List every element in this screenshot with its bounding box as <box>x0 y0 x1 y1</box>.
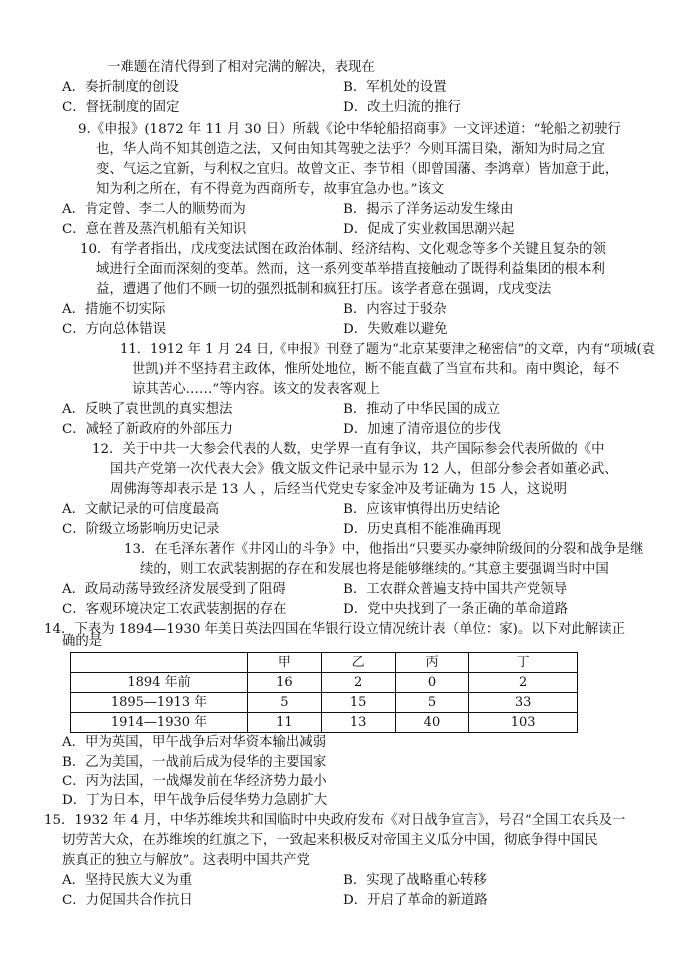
q12-stem-line: 周佛海等却表示是 13 人 ，后经当代党史专家金冲及考证确为 15 人，这说明 <box>110 482 568 497</box>
q11-option-b[interactable]: B．推动了中华民国的成立 <box>343 402 501 417</box>
table-cell: 5 <box>395 693 469 713</box>
table-cell: 2 <box>469 673 578 693</box>
q11-option-a[interactable]: A．反映了袁世凯的真实想法 <box>62 402 233 417</box>
table-cell: 1914—1930 年 <box>71 713 248 733</box>
table-cell: 16 <box>248 673 322 693</box>
table-header-cell: 甲 <box>248 653 322 673</box>
q14-option-d[interactable]: D．丁为日本，甲午战争后侵华势力急剧扩大 <box>62 793 328 808</box>
table-row <box>71 673 578 693</box>
q11-option-d[interactable]: D．加速了清帝退位的步伐 <box>343 422 502 437</box>
q12-option-c[interactable]: C．阶级立场影响历史记录 <box>62 522 220 537</box>
q15-option-a[interactable]: A．坚持民族大义为重 <box>62 873 193 888</box>
q14-stem-line: 14．下表为 1894—1930 年美日英法四国在华银行设立情况统计表（单位：家)。以下对此解读正 <box>44 622 625 637</box>
table-cell: 1895—1913 年 <box>71 693 248 713</box>
table-cell: 1894 年前 <box>71 673 248 693</box>
q10-stem-line: 10．有学者指出，戊戌变法试图在政治体制、经济结构、文化观念等多个关键且复杂的领 <box>80 242 606 257</box>
q9-option-b[interactable]: B．揭示了洋务运动发生缘由 <box>343 202 514 217</box>
q8-option-d[interactable]: D．改土归流的推行 <box>343 100 461 115</box>
q11-stem-line: 11．1912 年 1 月 24 日,《申报》刊登了题为“北京某要津之秘密信”的文章，内有“项城(袁 <box>120 342 655 357</box>
table-cell: 103 <box>469 713 578 733</box>
q9-stem-line: 知为利之所在，有不得竟为西商所专，故事宜急办也。”该文 <box>96 182 445 197</box>
table-cell: 0 <box>395 673 469 693</box>
q15-option-b[interactable]: B．实现了战略重心转移 <box>343 873 487 888</box>
q13-stem-line: 13．在毛泽东著作《井冈山的斗争》中，他指出“只要买办豪绅阶级间的分裂和战争是继 <box>124 542 644 557</box>
q13-option-b[interactable]: B．工农群众普遍支持中国共产党领导 <box>343 582 568 597</box>
q12-option-a[interactable]: A．文献记录的可信度最高 <box>62 502 219 517</box>
table-row <box>71 693 578 713</box>
q13-option-c[interactable]: C．客观环境决定工农武装割据的存在 <box>62 602 287 617</box>
q9-stem-line: 也，华人尚不知其创造之法，又何由知其驾驶之法乎？今则耳濡目染，渐知为时局之宜 <box>96 142 605 157</box>
table-header-row <box>71 653 578 673</box>
table-cell: 11 <box>248 713 322 733</box>
q15-stem-line: 族真正的独立与解放”。这表明中国共产党 <box>62 853 310 868</box>
q9-option-a[interactable]: A．肯定曾、李二人的顺势而为 <box>62 202 246 217</box>
q9-option-c[interactable]: C．意在普及蒸汽机船有关知识 <box>62 222 247 237</box>
q8-option-a[interactable]: A．奏折制度的创设 <box>62 80 179 95</box>
q10-option-d[interactable]: D．失败难以避免 <box>343 322 448 337</box>
q8-option-b[interactable]: B．军机处的设置 <box>343 80 447 95</box>
q11-option-c[interactable]: C．减轻了新政府的外部压力 <box>62 422 233 437</box>
q12-option-d[interactable]: D．历史真相不能准确再现 <box>343 522 502 537</box>
bank-statistics-table <box>70 652 578 733</box>
table-cell: 5 <box>248 693 322 713</box>
q10-stem-line: 域进行全面而深刻的变革。然而，这一系列变革举措直接触动了既得利益集团的根本利 <box>96 262 605 277</box>
q9-option-d[interactable]: D．促成了实业救国思潮兴起 <box>343 222 515 237</box>
q11-stem-line: 世凯)并不坚持君主政体，惟所处地位，断不能直截了当宣布共和。南中舆论，每不 <box>132 362 620 377</box>
q12-stem-line: 12．关于中共一大参会代表的人数，史学界一直有争议，共产国际参会代表所做的《中 <box>92 442 605 457</box>
table-cell: 13 <box>321 713 395 733</box>
q12-option-b[interactable]: B．应该审慎得出历史结论 <box>343 502 501 517</box>
table-cell: 33 <box>469 693 578 713</box>
q10-option-c[interactable]: C．方向总体错误 <box>62 322 166 337</box>
q9-stem-line: 变、气运之宜新，与利权之宜归。故曾文正、李节相（即曾国藩、李鸿章）皆加意于此， <box>96 162 619 177</box>
q14-option-a[interactable]: A．甲为英国，甲午战争后对华资本输出减弱 <box>62 735 327 750</box>
q10-option-a[interactable]: A．措施不切实际 <box>62 302 166 317</box>
q15-stem-line: 15．1932 年 4 月，中华苏维埃共和国临时中央政府发布《对日战争宣言》，号召“全国工农兵及一 <box>44 813 626 828</box>
q15-option-c[interactable]: C．力促国共合作抗日 <box>62 893 193 908</box>
table-cell: 40 <box>395 713 469 733</box>
q14-option-b[interactable]: B．乙为美国，一战前后成为侵华的主要国家 <box>62 755 327 770</box>
q10-stem-line: 益，遭遇了他们不顾一切的强烈抵制和疯狂打压。该学者意在强调，戊戌变法 <box>96 282 552 297</box>
table-header-cell: 丙 <box>395 653 469 673</box>
table-cell: 2 <box>321 673 395 693</box>
q13-option-a[interactable]: A．政局动荡导致经济发展受到了阻碍 <box>62 582 286 597</box>
table-cell: 15 <box>321 693 395 713</box>
table-row <box>71 713 578 733</box>
q11-stem-line: 谅其苦心……”等内容。该文的发表客观上 <box>132 382 380 397</box>
q10-option-b[interactable]: B．内容过于驳杂 <box>343 302 447 317</box>
q15-option-d[interactable]: D．开启了革命的新道路 <box>343 893 488 908</box>
q14-stem-line: 确的是 <box>62 634 103 649</box>
q14-option-c[interactable]: C．丙为法国，一战爆发前在华经济势力最小 <box>62 774 327 789</box>
q8-option-c[interactable]: C．督抚制度的固定 <box>62 100 180 115</box>
q13-stem-line: 续的，则工农武装割据的存在和发展也将是能够继续的。”其意主要强调当时中国 <box>140 562 609 577</box>
table-header-cell: 丁 <box>469 653 578 673</box>
q9-stem-line: 9.《申报》(1872 年 11 月 30 日）所载《论中华轮船招商事》一文评述道：“轮船之初驶行 <box>78 122 621 137</box>
q15-stem-line: 切劳苦大众，在苏维埃的红旗之下，一致起来积极反对帝国主义瓜分中国，彻底争得中国民 <box>62 833 598 848</box>
table-header-cell: 乙 <box>321 653 395 673</box>
table-header-cell <box>71 653 248 673</box>
q13-option-d[interactable]: D．党中央找到了一条正确的革命道路 <box>343 602 568 617</box>
q12-stem-line: 国共产党第一次代表大会》俄文版文件记录中显示为 12 人，但部分参会者如董必武、 <box>110 462 618 477</box>
q8-stem-tail: 一难题在清代得到了相对完满的解决，表现在 <box>107 60 375 75</box>
